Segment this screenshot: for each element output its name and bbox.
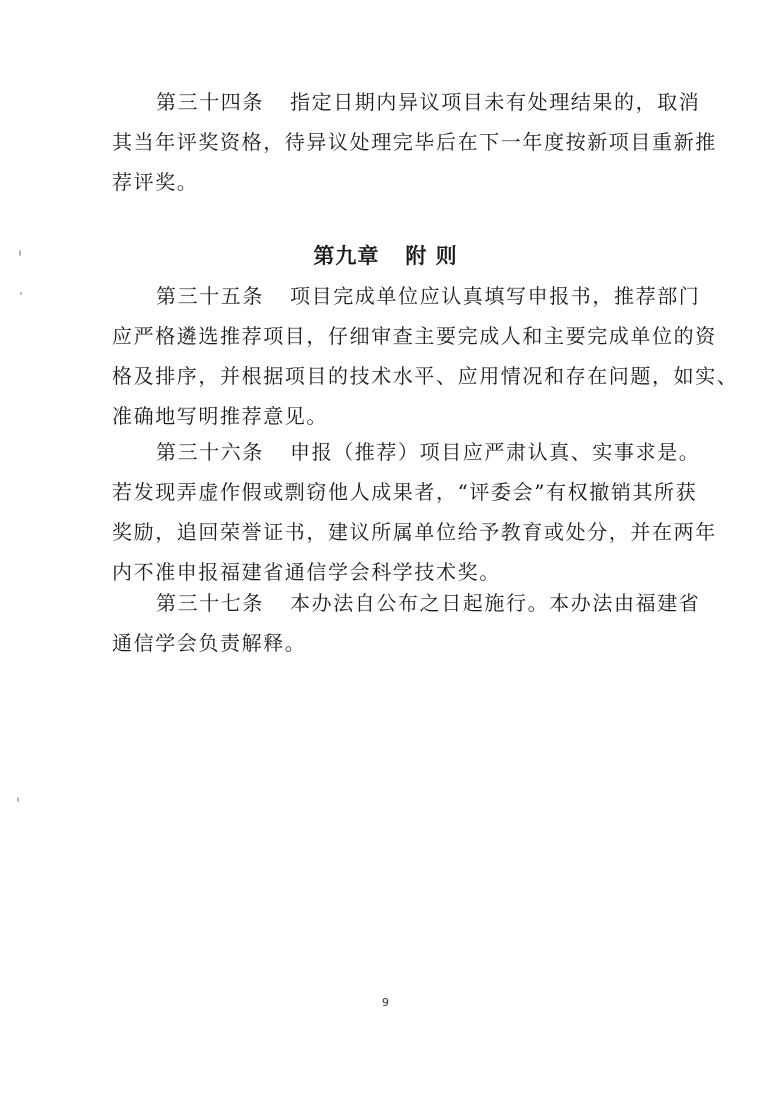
article-34-line-2: 其当年评奖资格，待异议处理完毕后在下一年度按新项目重新推 (112, 130, 717, 154)
article-36-line-4: 内不准申报福建省通信学会科学技术奖。 (112, 560, 501, 584)
article-35 (112, 276, 739, 436)
article-36-line-2: 若发现弄虚作假或剽窃他人成果者，“评委会”有权撤销其所获 (112, 480, 698, 504)
article-34-number: 第三十四条 (156, 90, 264, 114)
article-35-number: 第三十五条 (156, 284, 264, 308)
article-34-line-3: 荐评奖。 (112, 170, 199, 194)
article-36 (112, 432, 717, 592)
article-37-number: 第三十七条 (156, 591, 264, 615)
article-35-line-3: 格及排序，并根据项目的技术水平、应用情况和存在问题，如实、 (112, 364, 739, 388)
article-36-number: 第三十六条 (156, 440, 264, 464)
article-35-line-1: 项目完成单位应认真填写申报书，推荐部门 (290, 284, 701, 308)
scan-speck (20, 292, 22, 295)
article-35-line-2: 应严格遴选推荐项目，仔细审查主要完成人和主要完成单位的资 (112, 324, 717, 348)
article-37-line-2: 通信学会负责解释。 (112, 631, 307, 655)
article-34-line-1: 指定日期内异议项目未有处理结果的，取消 (290, 90, 701, 114)
article-37-line-1: 本办法自公布之日起施行。本办法由福建省 (290, 591, 701, 615)
scan-speck (17, 797, 19, 802)
chapter-label: 第九章 (313, 243, 380, 268)
page-number: 9 (382, 996, 389, 1009)
article-36-line-3: 奖励，追回荣誉证书，建议所属单位给予教育或处分，并在两年 (112, 520, 717, 544)
article-37 (112, 583, 701, 663)
chapter-heading (0, 240, 771, 270)
article-34 (112, 82, 717, 202)
chapter-title: 附 则 (405, 243, 458, 268)
article-36-line-1: 申报（推荐）项目应严肃认真、实事求是。 (290, 440, 701, 464)
article-35-line-4: 准确地写明推荐意见。 (112, 404, 328, 428)
